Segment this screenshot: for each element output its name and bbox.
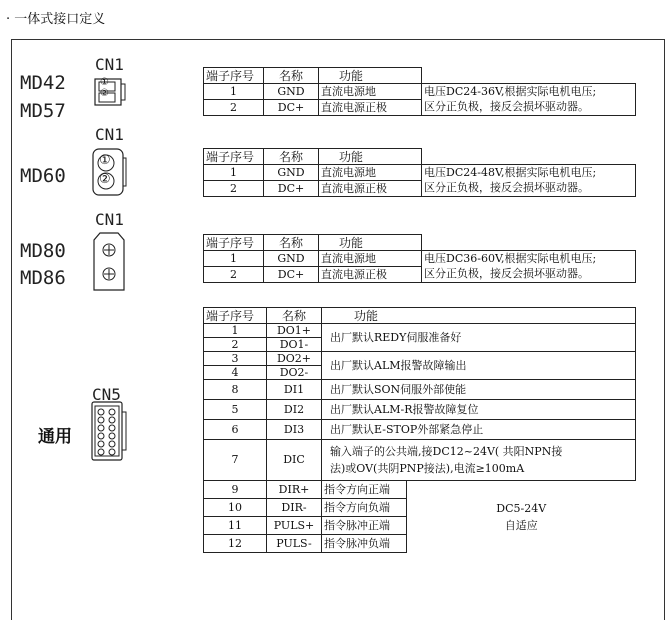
pin-name: PULS+ bbox=[267, 517, 322, 535]
header-pin: 端子序号 bbox=[204, 68, 264, 84]
header-pin: 端子序号 bbox=[204, 308, 267, 324]
pin-number: 1 bbox=[204, 165, 264, 181]
header-func: 功能 bbox=[319, 235, 422, 251]
header-pin: 端子序号 bbox=[204, 235, 264, 251]
connector-label-cn1: CN1 bbox=[95, 125, 124, 144]
model-md60: MD60 bbox=[20, 165, 66, 187]
model-md42: MD42 bbox=[20, 72, 66, 94]
pin-number: 3 bbox=[204, 352, 267, 366]
power-note: 区分正负极，接反会损坏驱动器。 bbox=[422, 181, 636, 197]
pin-desc: 直流电源地 bbox=[319, 251, 422, 267]
pin-name: PULS- bbox=[267, 535, 322, 553]
power-table-md42-md57 bbox=[203, 67, 636, 116]
pin-number: 2 bbox=[204, 100, 264, 116]
pin-number: 9 bbox=[204, 481, 267, 499]
model-general: 通用 bbox=[38, 427, 72, 447]
pin-func: 指令方向正端 bbox=[322, 481, 407, 499]
model-md80: MD80 bbox=[20, 240, 66, 262]
pin-name: DIR+ bbox=[267, 481, 322, 499]
connector-label-cn1: CN1 bbox=[95, 55, 124, 74]
circle-two-label: ② bbox=[100, 88, 109, 99]
header-name: 名称 bbox=[264, 68, 319, 84]
power-note: 电压DC24-36V,根据实际电机电压; bbox=[422, 84, 636, 100]
header-func: 功能 bbox=[319, 149, 422, 165]
signal-adaptive: 自适应 bbox=[504, 518, 538, 532]
pin-func: 出厂默认REDY伺服准备好 bbox=[322, 324, 636, 352]
pin-number: 11 bbox=[204, 517, 267, 535]
circle-two-label: ② bbox=[99, 172, 111, 187]
io-signal-table bbox=[203, 307, 636, 553]
pin-func: 出厂默认SON伺服外部使能 bbox=[322, 380, 636, 400]
pin-name: DO1+ bbox=[267, 324, 322, 338]
pin-number: 2 bbox=[204, 181, 264, 197]
pin-func-line2: 法)或OV(共阴PNP接法),电流≥100mA bbox=[330, 462, 525, 475]
pin-func-line1: 输入端子的公共端,接DC12~24V( 共阳NPN接 bbox=[330, 445, 563, 458]
pin-number: 8 bbox=[204, 380, 267, 400]
power-table-md60 bbox=[203, 148, 636, 197]
pin-number: 2 bbox=[204, 338, 267, 352]
header-func: 功能 bbox=[319, 68, 422, 84]
pin-number: 1 bbox=[204, 251, 264, 267]
header-name: 名称 bbox=[264, 235, 319, 251]
pin-number: 5 bbox=[204, 400, 267, 420]
pin-func: 指令脉冲负端 bbox=[322, 535, 407, 553]
pin-name: DO1- bbox=[267, 338, 322, 352]
model-md57: MD57 bbox=[20, 100, 66, 122]
header-func: 功能 bbox=[322, 308, 636, 324]
pin-func: 出厂默认E-STOP外部紧急停止 bbox=[322, 420, 636, 440]
header-pin: 端子序号 bbox=[204, 149, 264, 165]
header-name: 名称 bbox=[267, 308, 322, 324]
power-table-md80-md86 bbox=[203, 234, 636, 283]
two-pin-power-connector-icon bbox=[92, 232, 126, 292]
pin-desc: 直流电源正极 bbox=[319, 100, 422, 116]
signal-voltage: DC5-24V bbox=[496, 501, 547, 515]
model-md86: MD86 bbox=[20, 267, 66, 289]
pin-number: 4 bbox=[204, 366, 267, 380]
pin-name: GND bbox=[264, 165, 319, 181]
header-name: 名称 bbox=[264, 149, 319, 165]
pin-desc: 直流电源地 bbox=[319, 165, 422, 181]
power-note: 区分正负极，接反会损坏驱动器。 bbox=[422, 267, 636, 283]
pin-name: DI2 bbox=[267, 400, 322, 420]
power-note: 电压DC36-60V,根据实际电机电压; bbox=[422, 251, 636, 267]
pin-name: GND bbox=[264, 84, 319, 100]
pin-number: 7 bbox=[204, 440, 267, 481]
pin-name: DC+ bbox=[264, 181, 319, 197]
pin-name: DI1 bbox=[267, 380, 322, 400]
twelve-pin-connector-icon bbox=[88, 400, 128, 464]
section-heading: · 一体式接口定义 bbox=[6, 12, 106, 27]
pin-name: DC+ bbox=[264, 100, 319, 116]
pin-number: 2 bbox=[204, 267, 264, 283]
pin-number: 10 bbox=[204, 499, 267, 517]
circle-one-label: ① bbox=[100, 77, 109, 88]
pin-func: 指令方向负端 bbox=[322, 499, 407, 517]
circle-one-label: ① bbox=[99, 153, 111, 168]
pin-func: 出厂默认ALM报警故障输出 bbox=[322, 352, 636, 380]
pin-number: 1 bbox=[204, 84, 264, 100]
pin-func: 指令脉冲正端 bbox=[322, 517, 407, 535]
power-note: 区分正负极，接反会损坏驱动器。 bbox=[422, 100, 636, 116]
pin-func: 出厂默认ALM-R报警故障复位 bbox=[322, 400, 636, 420]
pin-name: DO2+ bbox=[267, 352, 322, 366]
pin-name: DIC bbox=[267, 440, 322, 481]
pin-desc: 直流电源地 bbox=[319, 84, 422, 100]
pin-name: DO2- bbox=[267, 366, 322, 380]
pin-name: DIR- bbox=[267, 499, 322, 517]
pin-name: GND bbox=[264, 251, 319, 267]
pin-desc: 直流电源正极 bbox=[319, 181, 422, 197]
pin-name: DC+ bbox=[264, 267, 319, 283]
pin-number: 12 bbox=[204, 535, 267, 553]
connector-label-cn1: CN1 bbox=[95, 210, 124, 229]
pin-desc: 直流电源正极 bbox=[319, 267, 422, 283]
pin-number: 1 bbox=[204, 324, 267, 338]
pin-number: 6 bbox=[204, 420, 267, 440]
connector-label-cn5: CN5 bbox=[92, 385, 121, 404]
power-note: 电压DC24-48V,根据实际电机电压; bbox=[422, 165, 636, 181]
pin-name: DI3 bbox=[267, 420, 322, 440]
